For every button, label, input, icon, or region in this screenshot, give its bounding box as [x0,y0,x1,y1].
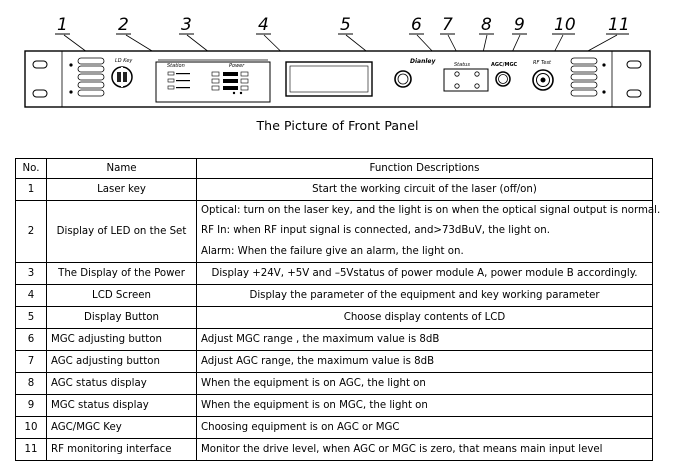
row-name: The Display of the Power [47,262,197,284]
front-panel-diagram [0,0,675,115]
row-description: When the equipment is on MGC, the light on [197,394,653,416]
table-row [16,372,653,394]
row-no: 10 [16,416,47,438]
row-no: 9 [16,394,47,416]
description-line: Alarm: When the failure give an alarm, the light on. [201,245,464,257]
callout-9: 9 [514,15,525,35]
row-description: When the equipment is on AGC, the light on [197,372,653,394]
callout-6: 6 [411,15,422,35]
row-description: Display +24V, +5V and –5Vstatus of power module A, power module B accordingly. [197,262,653,284]
callout-3: 3 [181,15,192,35]
row-name: Laser key [47,179,197,201]
table-row [16,306,653,328]
table-row [16,416,653,438]
row-description: Adjust MGC range , the maximum value is 8dB [197,328,653,350]
table-row [16,350,653,372]
row-no: 3 [16,262,47,284]
agc-mgc-label: AGC/MGC [491,62,518,68]
ld-key-label: LD Key [115,58,133,64]
table-row [16,328,653,350]
row-description: Monitor the drive level, when AGC or MGC is zero, that means main input level [197,438,653,460]
function-table [15,158,661,461]
row-name: AGC status display [47,372,197,394]
row-no: 1 [16,179,47,201]
row-description: Adjust AGC range, the maximum value is 8dB [197,350,653,372]
row-description: Display the parameter of the equipment and key working parameter [197,284,653,306]
status-label: Status [454,62,470,68]
row-name: MGC adjusting button [47,328,197,350]
callout-2: 2 [118,15,129,35]
rf-test-port [533,70,553,90]
row-name: RF monitoring interface [47,438,197,460]
callout-1: 1 [57,15,68,35]
table-header-row [16,159,653,179]
header-no: No. [16,159,47,179]
lcd-screen [286,62,372,96]
row-name: AGC adjusting button [47,350,197,372]
front-panel-svg [0,0,675,115]
callout-10: 10 [554,15,576,35]
row-no: 5 [16,306,47,328]
row-description: Start the working circuit of the laser (off/on) [197,179,653,201]
table-row [16,179,653,201]
callout-11: 11 [608,15,630,35]
laser-key-icon [112,67,132,87]
row-description: Choosing equipment is on AGC or MGC [197,416,653,438]
row-no: 7 [16,350,47,372]
header-description: Function Descriptions [197,159,653,179]
table-row [16,284,653,306]
rf-test-label: RF Test [533,60,552,66]
row-description [197,201,661,263]
table-row [16,438,653,460]
description-line: RF In: when RF input signal is connected, and>73dBuV, the light on. [201,225,550,237]
row-no: 11 [16,438,47,460]
power-label: Power [229,63,245,69]
row-no: 6 [16,328,47,350]
station-label: Station [167,63,185,69]
display-button [395,71,411,87]
description-line: Optical: turn on the laser key, and the light is on when the optical signal output is normal. [201,205,661,216]
row-description: Choose display contents of LCD [197,306,653,328]
callout-8: 8 [481,15,492,35]
row-no: 2 [16,201,47,263]
callout-5: 5 [340,15,351,35]
row-name: LCD Screen [47,284,197,306]
header-name: Name [47,159,197,179]
panel-caption: The Picture of Front Panel [256,118,419,133]
row-no: 4 [16,284,47,306]
callout-7: 7 [442,15,453,35]
row-name: Display of LED on the Set [47,201,197,263]
table-row [16,394,653,416]
brand-label: Dianley [410,58,436,65]
row-name: AGC/MGC Key [47,416,197,438]
table-row [16,262,653,284]
row-no: 8 [16,372,47,394]
agc-mgc-key [496,72,510,86]
callout-4: 4 [258,15,269,35]
row-name: MGC status display [47,394,197,416]
table-row [16,201,653,263]
row-name: Display Button [47,306,197,328]
